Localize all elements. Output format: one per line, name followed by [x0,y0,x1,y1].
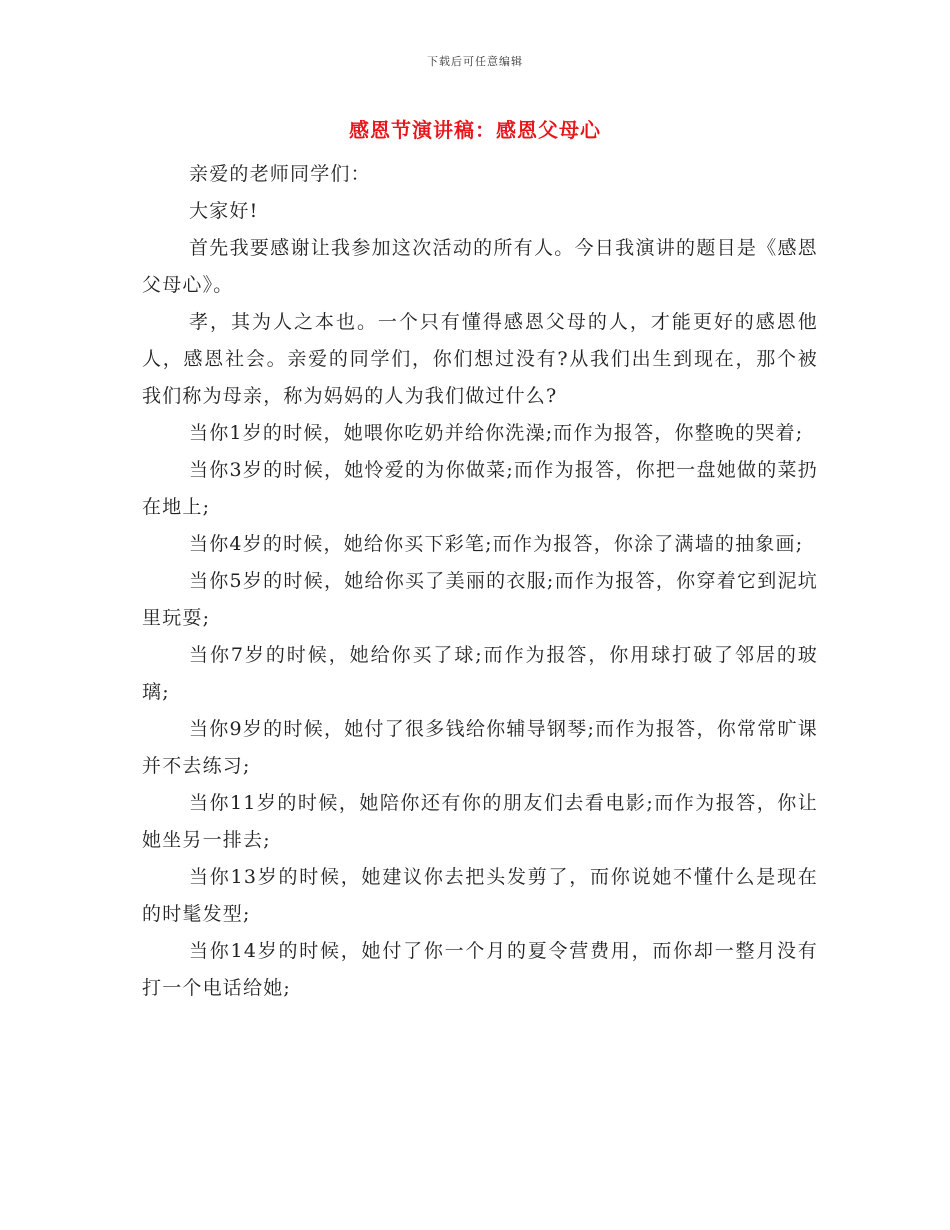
paragraph-hello: 大家好! [189,200,259,222]
document-title: 感恩节演讲稿：感恩父母心 [349,118,601,142]
document-body [142,156,818,1007]
paragraph-age-7: 当你7岁的时候，她给你买了球;而作为报答，你用球打破了邻居的玻璃; [142,644,818,703]
paragraph-age-9: 当你9岁的时候，她付了很多钱给你辅导钢琴;而作为报答，你常常旷课并不去练习; [142,718,818,777]
paragraph-age-1: 当你1岁的时候，她喂你吃奶并给你洗澡;而作为报答，你整晚的哭着; [189,422,804,444]
paragraph-age-3: 当你3岁的时候，她怜爱的为你做菜;而作为报答，你把一盘她做的菜扔在地上; [142,459,818,518]
paragraph-filial-piety: 孝，其为人之本也。一个只有懂得感恩父母的人，才能更好的感恩他人，感恩社会。亲爱的同学们，你们想过没有?从我们出生到现在，那个被我们称为母亲，称为妈妈的人为我们做过什么? [142,311,818,407]
paragraph-age-14: 当你14岁的时候，她付了你一个月的夏令营费用，而你却一整月没有打一个电话给她; [142,940,818,999]
paragraph-age-5: 当你5岁的时候，她给你买了美丽的衣服;而作为报答，你穿着它到泥坑里玩耍; [142,570,818,629]
paragraph-intro: 首先我要感谢让我参加这次活动的所有人。今日我演讲的题目是《感恩父母心》。 [142,237,818,296]
paragraph-age-11: 当你11岁的时候，她陪你还有你的朋友们去看电影;而作为报答，你让她坐另一排去; [142,792,818,851]
header-note: 下载后可任意编辑 [427,55,523,68]
paragraph-age-4: 当你4岁的时候，她给你买下彩笔;而作为报答，你涂了满墙的抽象画; [189,533,804,555]
paragraph-age-13: 当你13岁的时候，她建议你去把头发剪了，而你说她不懂什么是现在的时髦发型; [142,866,818,925]
paragraph-greeting: 亲爱的老师同学们： [189,163,371,185]
